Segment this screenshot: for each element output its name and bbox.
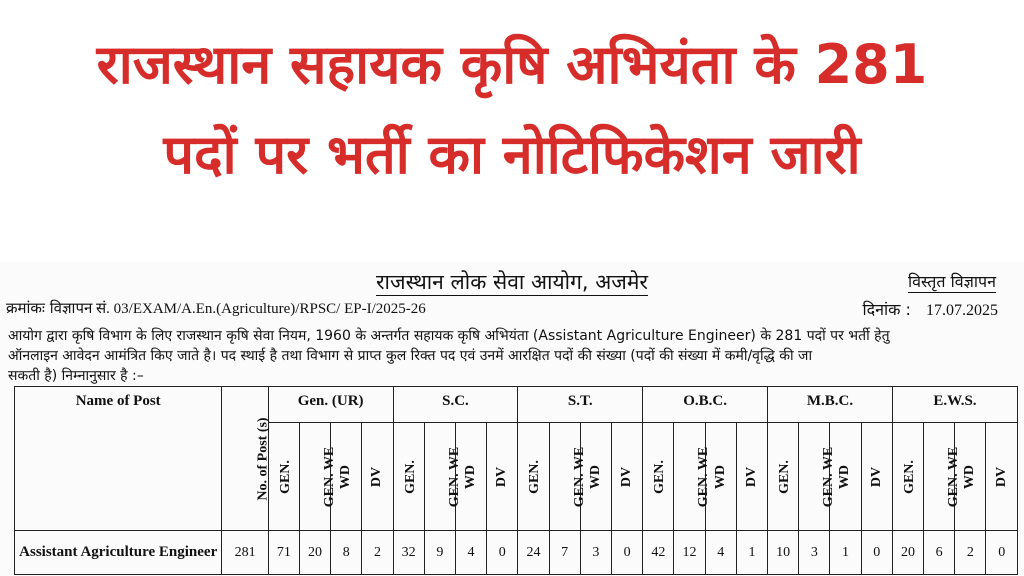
value-obc-gen: 42 <box>643 531 674 575</box>
date-value: 17.07.2025 <box>926 302 998 319</box>
subheader-gen-ur-wd: WD <box>331 423 362 531</box>
subheader-gen-ur-gen: GEN. <box>268 423 299 531</box>
value-st-gen-we: 7 <box>549 531 580 575</box>
value-st-wd: 3 <box>580 531 611 575</box>
subheader-gen-ur-dv: DV <box>362 423 393 531</box>
value-obc-wd: 4 <box>705 531 736 575</box>
post-name-cell: Assistant Agriculture Engineer <box>15 531 222 575</box>
subheader-ews-dv: DV <box>986 423 1018 531</box>
total-posts-cell: 281 <box>222 531 268 575</box>
value-ews-gen: 20 <box>892 531 923 575</box>
value-gen-ur-gen-we: 20 <box>299 531 330 575</box>
subheader-ews-gen: GEN. <box>892 423 923 531</box>
group-gen-ur: Gen. (UR) <box>268 387 393 423</box>
subheader-mbc-dv: DV <box>861 423 892 531</box>
subheader-sc-gen: GEN. <box>393 423 424 531</box>
subheader-st-gen: GEN. <box>518 423 549 531</box>
subheader-gen-ur-gen-we: GEN. WE <box>299 423 330 531</box>
subheader-sc-gen-we: GEN. WE <box>424 423 455 531</box>
value-gen-ur-wd: 8 <box>331 531 362 575</box>
value-gen-ur-dv: 2 <box>362 531 393 575</box>
advertisement-document <box>0 262 1024 576</box>
group-obc: O.B.C. <box>643 387 768 423</box>
intro-paragraph-line-3: सकती है) निम्नानुसार है :– <box>8 368 144 384</box>
reference-number <box>6 298 426 318</box>
value-mbc-gen-we: 3 <box>799 531 830 575</box>
subheader-st-wd: WD <box>580 423 611 531</box>
group-st: S.T. <box>518 387 643 423</box>
value-mbc-gen: 10 <box>768 531 799 575</box>
organization-title: राजस्थान लोक सेवा आयोग, अजमेर <box>375 270 649 294</box>
value-gen-ur-gen: 71 <box>268 531 299 575</box>
group-ews: E.W.S. <box>892 387 1017 423</box>
value-st-dv: 0 <box>611 531 642 575</box>
subheader-st-gen-we: GEN. WE <box>549 423 580 531</box>
notice-date <box>862 298 998 320</box>
subheader-obc-gen: GEN. <box>643 423 674 531</box>
value-mbc-dv: 0 <box>861 531 892 575</box>
subheader-st-dv: DV <box>611 423 642 531</box>
subheader-obc-wd: WD <box>705 423 736 531</box>
subheader-mbc-wd: WD <box>830 423 861 531</box>
headline-line-2: पदों पर भर्ती का नोटिफिकेशन जारी <box>163 123 861 186</box>
reference-label: क्रमांकः <box>6 299 45 317</box>
headline-line-1: राजस्थान सहायक कृषि अभियंता के 281 <box>96 33 928 96</box>
header-no-of-posts: No. of Post (s) <box>222 387 268 531</box>
date-label: दिनांक : <box>862 300 911 319</box>
post-distribution-table <box>14 386 1018 575</box>
value-obc-dv: 1 <box>736 531 767 575</box>
subheader-sc-wd: WD <box>455 423 486 531</box>
value-sc-gen: 32 <box>393 531 424 575</box>
value-sc-dv: 0 <box>487 531 518 575</box>
value-ews-wd: 2 <box>955 531 986 575</box>
value-ews-gen-we: 6 <box>924 531 955 575</box>
reference-value: विज्ञापन सं. 03/EXAM/A.En.(Agriculture)/RPSC/ EP-I/2025-26 <box>49 301 426 317</box>
subheader-obc-dv: DV <box>736 423 767 531</box>
subheader-sc-dv: DV <box>487 423 518 531</box>
group-mbc: M.B.C. <box>768 387 893 423</box>
subheader-obc-gen-we: GEN. WE <box>674 423 705 531</box>
subheader-ews-gen-we: GEN. WE <box>924 423 955 531</box>
subheader-mbc-gen-we: GEN. WE <box>799 423 830 531</box>
group-sc: S.C. <box>393 387 518 423</box>
value-sc-wd: 4 <box>455 531 486 575</box>
value-ews-dv: 0 <box>986 531 1018 575</box>
subheader-mbc-gen: GEN. <box>768 423 799 531</box>
value-obc-gen-we: 12 <box>674 531 705 575</box>
value-sc-gen-we: 9 <box>424 531 455 575</box>
intro-paragraph-line-2: ऑनलाइन आवेदन आमंत्रित किए जाते है। पद स्थाई है तथा विभाग से प्राप्त कुल रिक्त पद एवं उनमें आरक्षित पदों की संख्या (पदों की संख्या में कमी/वृद्धि की जा <box>8 348 813 364</box>
subheader-ews-wd: WD <box>955 423 986 531</box>
header-name-of-post: Name of Post <box>15 387 222 531</box>
ad-type-label: विस्तृत विज्ञापन <box>908 272 996 291</box>
value-mbc-wd: 1 <box>830 531 861 575</box>
intro-paragraph-line-1: आयोग द्वारा कृषि विभाग के लिए राजस्थान कृषि सेवा नियम, 1960 के अन्तर्गत सहायक कृषि अभियंता (Assistant Agriculture Engineer) के 281 पदों पर भर्ती हेतु <box>8 328 890 344</box>
value-st-gen: 24 <box>518 531 549 575</box>
